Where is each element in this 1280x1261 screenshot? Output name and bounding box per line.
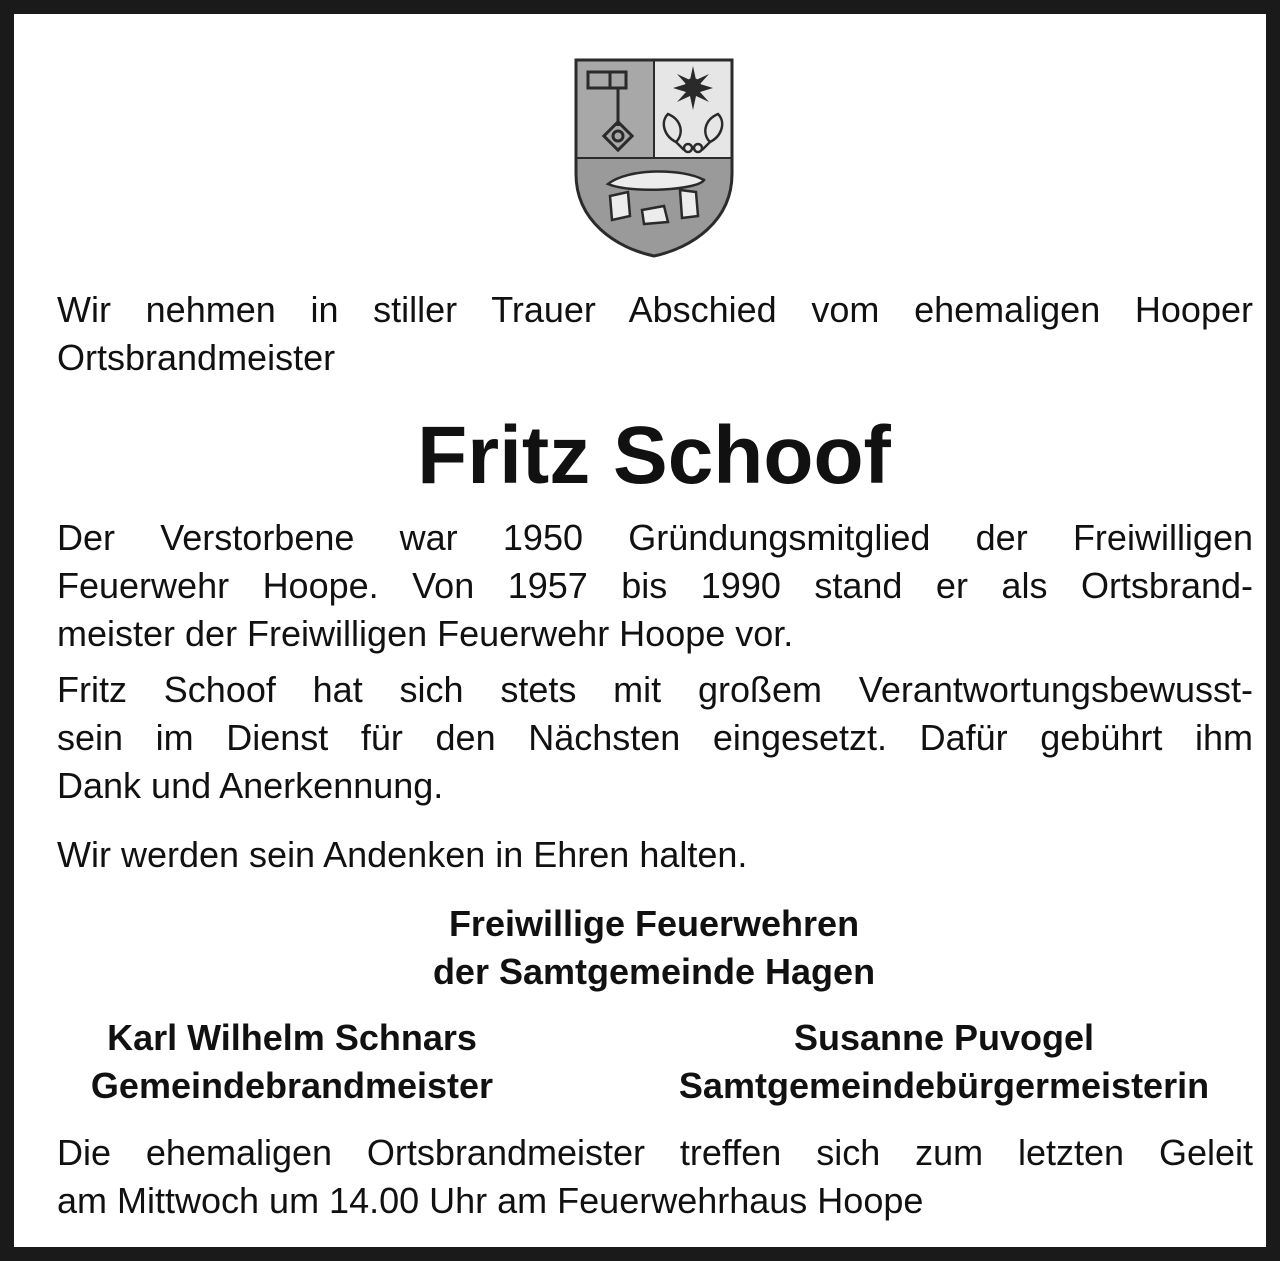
signatory-left <box>57 1014 527 1110</box>
intro-text <box>57 286 1253 382</box>
signatory-left-name: Karl Wilhelm Schnars <box>107 1017 477 1058</box>
coat-of-arms <box>572 56 736 260</box>
paragraph-1-line-3: meister der Freiwilligen Feuerwehr Hoope vor. <box>57 613 794 654</box>
coat-of-arms-icon <box>572 56 736 260</box>
paragraph-1 <box>57 514 1253 658</box>
paragraph-3 <box>57 831 1253 879</box>
organization-line-1: Freiwillige Feuerwehren <box>448 903 860 944</box>
paragraph-2-line-3: Dank und Anerkennung. <box>57 765 444 806</box>
signatory-right-name: Susanne Puvogel <box>793 1017 1095 1058</box>
paragraph-1-line-2: Feuerwehr Hoope. Von 1957 bis 1990 stand er als Ortsbrand- <box>57 565 1253 606</box>
footer-line-2: am Mittwoch um 14.00 Uhr am Feuerwehrhaus Hoope <box>57 1180 924 1221</box>
footer-line-1: Die ehemaligen Ortsbrandmeister treffen sich zum letzten Geleit <box>57 1132 1253 1173</box>
deceased-name: Fritz Schoof <box>417 410 891 501</box>
paragraph-3-line-1: Wir werden sein Andenken in Ehren halten. <box>57 834 748 875</box>
paragraph-2-line-2: sein im Dienst für den Nächsten eingesetzt. Dafür gebührt ihm <box>57 717 1253 758</box>
paragraph-1-line-1: Der Verstorbene war 1950 Gründungsmitglied der Freiwilligen <box>57 517 1253 558</box>
organization-line-2: der Samtgemeinde Hagen <box>432 951 876 992</box>
paragraph-2-line-1: Fritz Schoof hat sich stets mit großem Verantwortungsbewusst- <box>57 669 1253 710</box>
footer-text <box>57 1129 1253 1225</box>
signatory-right-title: Samtgemeindebürgermeisterin <box>678 1065 1210 1106</box>
intro-line-1: Wir nehmen in stiller Trauer Abschied vom ehemaligen Hooper <box>57 289 1253 330</box>
paragraph-2 <box>57 666 1253 810</box>
intro-line-2: Ortsbrandmeister <box>57 337 336 378</box>
signatory-left-title: Gemeindebrandmeister <box>90 1065 494 1106</box>
signatory-right <box>634 1014 1254 1110</box>
